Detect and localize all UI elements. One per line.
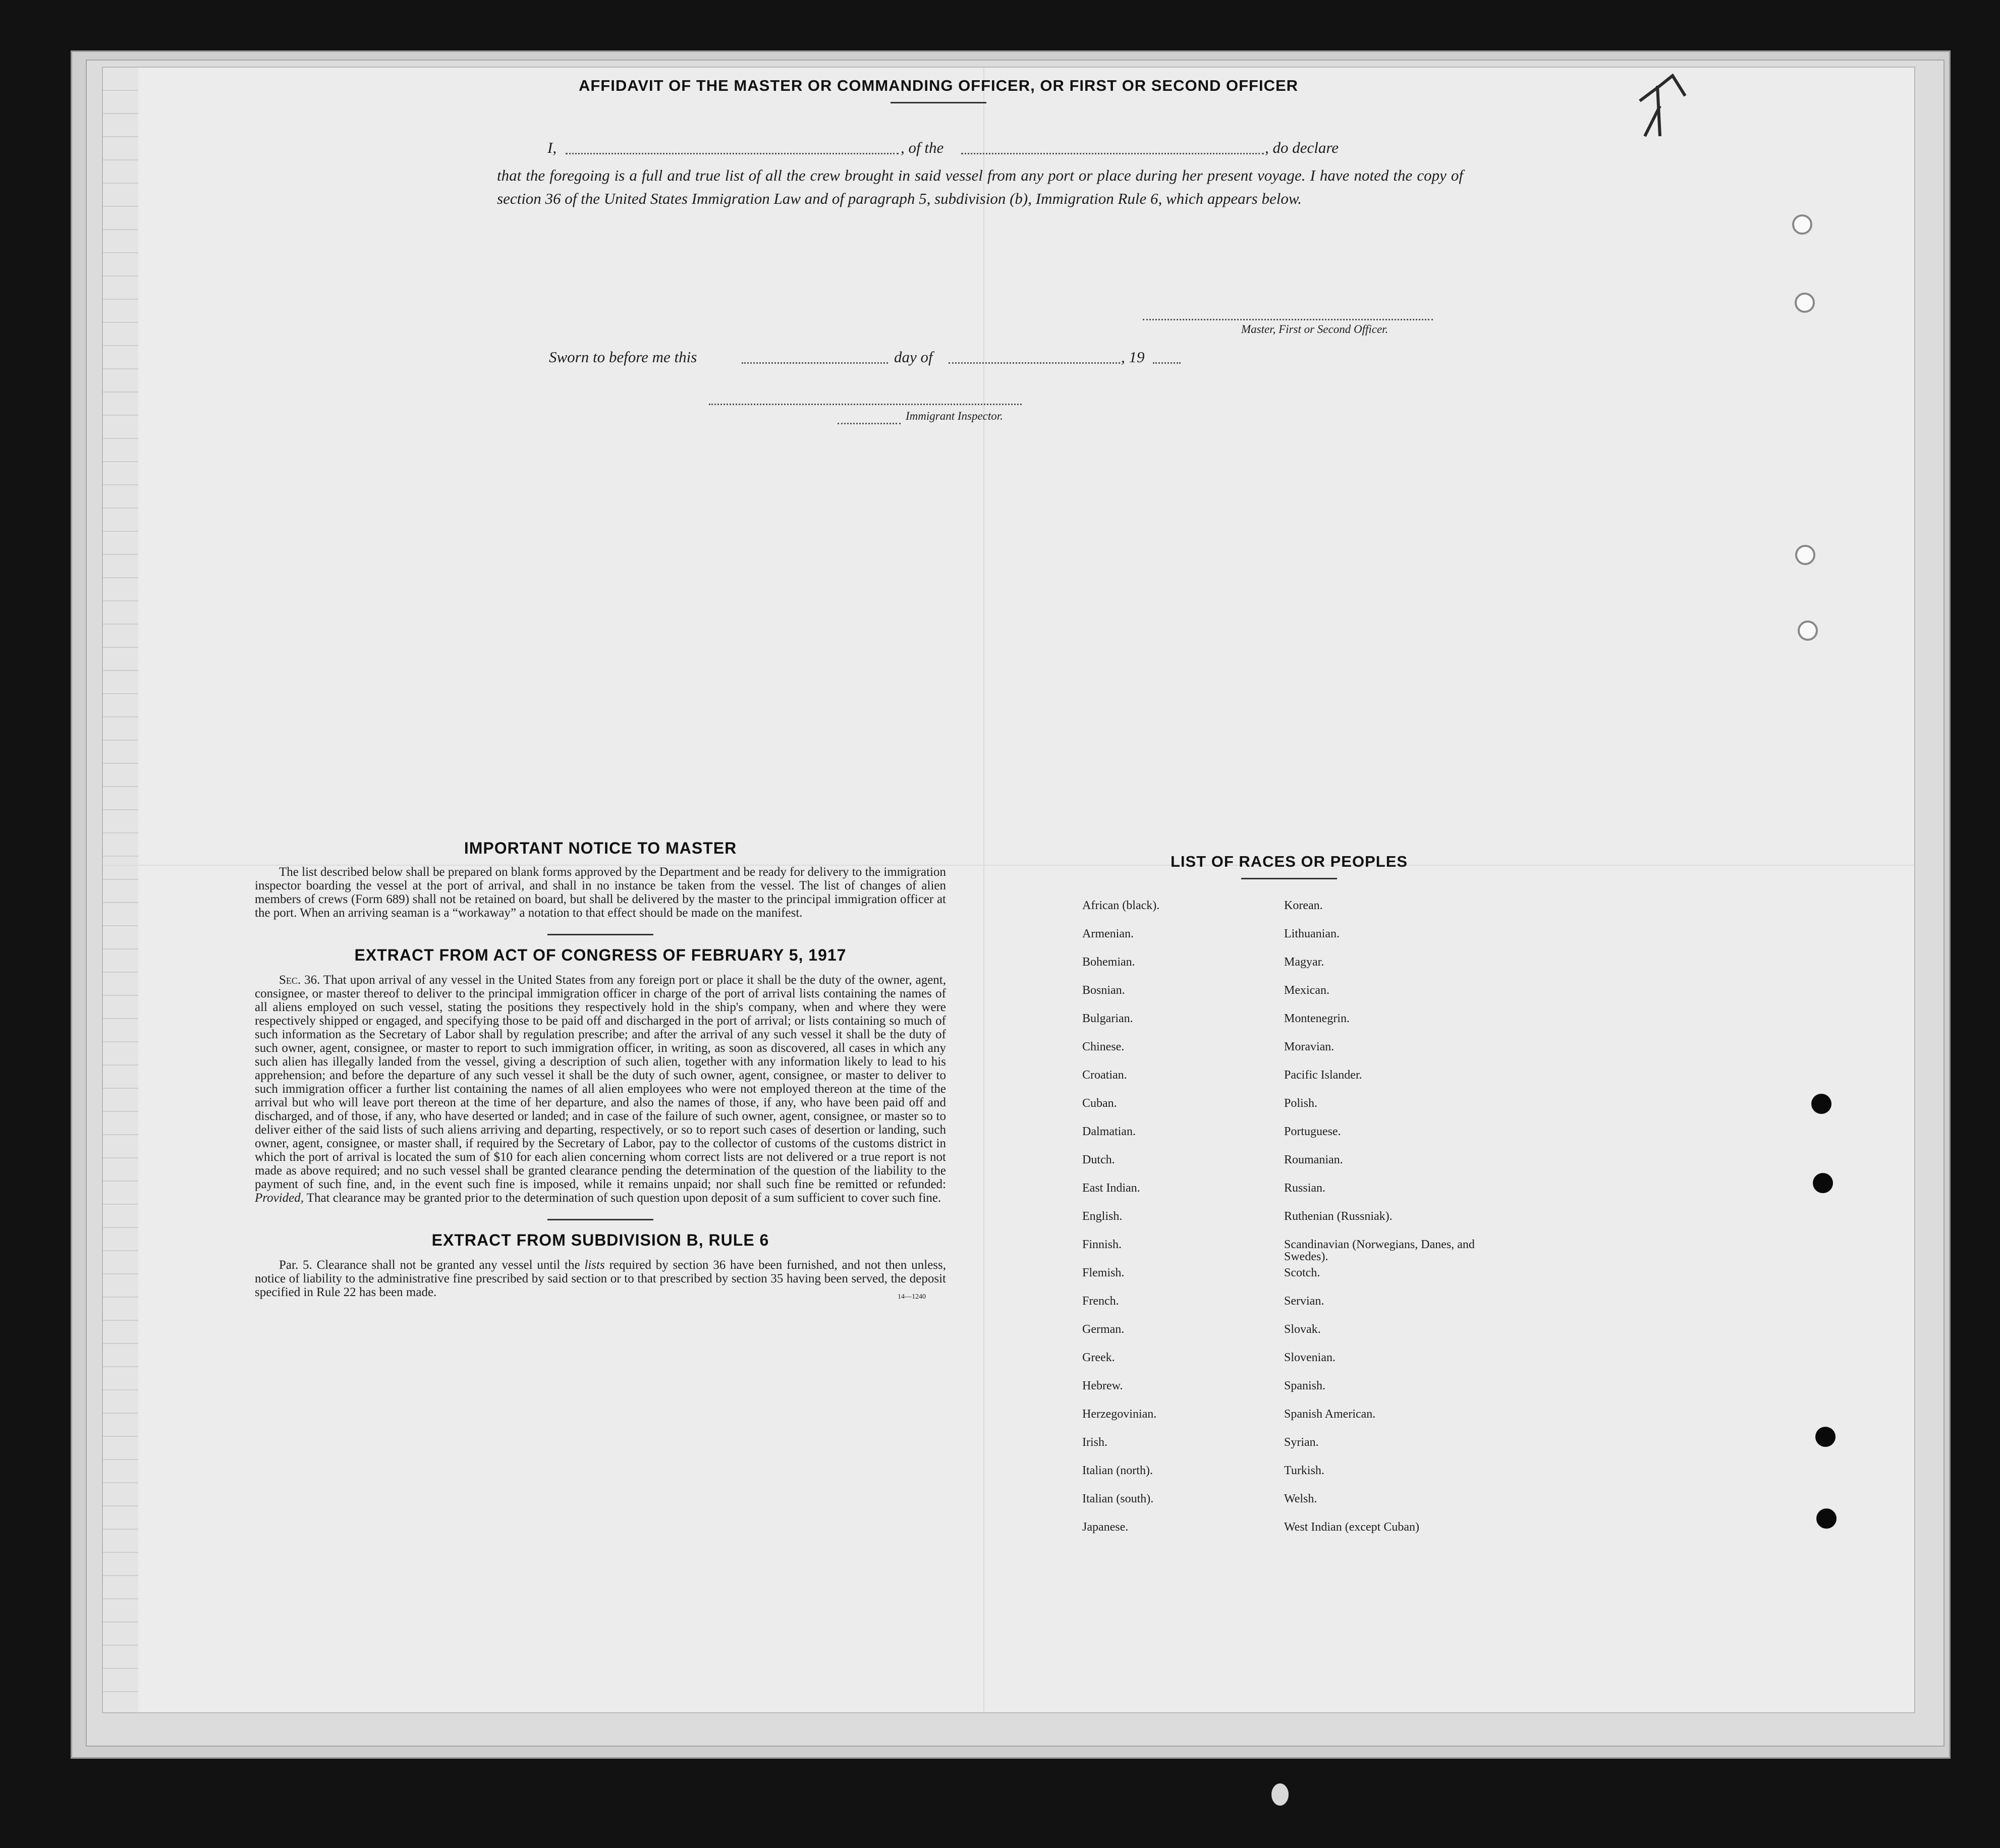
section-label: Sec. 36.: [279, 973, 320, 987]
races-list: [1082, 894, 1496, 1544]
race-item: Flemish.: [1082, 1266, 1125, 1279]
race-item: Polish.: [1284, 1097, 1318, 1110]
binder-hole: [1792, 214, 1812, 235]
race-item: Irish.: [1082, 1436, 1107, 1449]
sworn-day-field[interactable]: [742, 362, 888, 364]
binder-hole: [1798, 621, 1818, 641]
race-item: Chinese.: [1082, 1040, 1125, 1053]
race-item: African (black).: [1082, 899, 1160, 912]
race-item: Hebrew.: [1082, 1379, 1123, 1392]
form-number: 14—1240: [898, 1293, 926, 1301]
punch-hole: [1816, 1508, 1837, 1529]
ledger-edge: [103, 68, 138, 1712]
do-declare-label: , do declare: [1265, 139, 1339, 156]
rule-text: required by section 36 have been furnished, and not then unless, notice of liability to the administrative fine prescribed by said section or to that prescribed by section 35 having been served, the deposit specified in Rule 22 has been made.: [255, 1258, 946, 1299]
race-item: Korean.: [1284, 899, 1323, 912]
affidavit-section: [396, 77, 1481, 210]
race-item: East Indian.: [1082, 1182, 1140, 1195]
act-extract-title: EXTRACT FROM ACT OF CONGRESS OF FEBRUARY 5, 1917: [354, 946, 847, 964]
race-item: Turkish.: [1284, 1464, 1324, 1477]
section-rule-1: [547, 934, 653, 935]
day-of-label: day of: [894, 348, 933, 366]
races-column: [1082, 853, 1496, 1544]
sworn-year-field[interactable]: [1153, 362, 1181, 364]
title-rule: [891, 102, 986, 103]
race-item: Italian (north).: [1082, 1464, 1153, 1477]
race-item: Slovenian.: [1284, 1351, 1336, 1364]
affidavit-title: AFFIDAVIT OF THE MASTER OR COMMANDING OFFICER, OR FIRST OR SECOND OFFICER: [578, 77, 1299, 94]
fold-line-vertical: [983, 68, 984, 1712]
race-item: Syrian.: [1284, 1436, 1319, 1449]
declaration-line: [396, 134, 1481, 164]
sworn-prefix: Sworn to before me this: [549, 348, 697, 366]
race-item: Dutch.: [1082, 1153, 1115, 1166]
race-item: Dalmatian.: [1082, 1125, 1136, 1138]
race-item: Cuban.: [1082, 1097, 1117, 1110]
proviso-text: That clearance may be granted prior to the determination of such question upon deposit of a sum sufficient to cover such fine.: [306, 1191, 941, 1205]
race-item: French.: [1082, 1295, 1119, 1308]
race-item: Moravian.: [1284, 1040, 1335, 1053]
race-item: Greek.: [1082, 1351, 1115, 1364]
pencil-mark: [1630, 66, 1690, 146]
rule-extract-title: EXTRACT FROM SUBDIVISION B, RULE 6: [431, 1231, 769, 1249]
race-item: Croatian.: [1082, 1069, 1127, 1082]
race-item: Italian (south).: [1082, 1492, 1154, 1505]
race-item: West Indian (except Cuban): [1284, 1521, 1419, 1534]
race-item: Armenian.: [1082, 927, 1134, 940]
binder-hole: [1795, 545, 1815, 565]
notice-column: [255, 839, 947, 1318]
sworn-line: [549, 348, 697, 366]
act-extract: [255, 948, 946, 1205]
race-item: Servian.: [1284, 1295, 1324, 1308]
inspector-lead-dots: [838, 423, 901, 424]
affidavit-body: that the foregoing is a full and true list of all the crew brought in said vessel from any port or place during her present voyage. I have noted the copy of section 36 of the United States Immigration Law and of paragraph 5, subdivision (b), Immigration Rule 6, which appears below.: [497, 166, 1463, 207]
race-item: Slovak.: [1284, 1323, 1321, 1336]
race-item: Scandinavian (Norwegians, Danes, and Swedes).: [1284, 1238, 1475, 1263]
race-item: Welsh.: [1284, 1492, 1317, 1505]
of-the-label: , of the: [901, 139, 944, 156]
vessel-name-field[interactable]: [961, 153, 1264, 154]
race-item: Finnish.: [1082, 1238, 1122, 1251]
race-item: Roumanian.: [1284, 1153, 1343, 1166]
race-item: Scotch.: [1284, 1266, 1320, 1279]
notice-title: IMPORTANT NOTICE TO MASTER: [464, 839, 737, 857]
punch-hole: [1813, 1173, 1833, 1193]
race-item: Spanish.: [1284, 1379, 1326, 1392]
races-title-rule: [1241, 878, 1337, 879]
master-signature-line[interactable]: [1143, 319, 1433, 320]
year-prefix: , 19: [1121, 348, 1145, 366]
inspector-signature-line[interactable]: [709, 404, 1022, 405]
race-item: Bohemian.: [1082, 956, 1135, 969]
punch-hole: [1815, 1427, 1836, 1447]
race-item: Lithuanian.: [1284, 927, 1340, 940]
race-item: Herzegovinian.: [1082, 1408, 1157, 1421]
race-item: Magyar.: [1284, 956, 1324, 969]
declarant-name-field[interactable]: [566, 153, 899, 154]
inspector-signature-caption: Immigrant Inspector.: [906, 410, 1003, 422]
act-extract-body: [255, 973, 946, 1205]
binder-hole: [1795, 293, 1815, 313]
race-item: Portuguese.: [1284, 1125, 1341, 1138]
race-item: German.: [1082, 1323, 1125, 1336]
master-signature-caption: Master, First or Second Officer.: [1241, 323, 1388, 335]
punch-hole: [1811, 1094, 1831, 1114]
rule-extract: [255, 1231, 946, 1304]
rule-lead: Par. 5. Clearance shall not be granted any vessel until the: [279, 1258, 580, 1272]
race-item: English.: [1082, 1210, 1123, 1223]
race-item: Bulgarian.: [1082, 1012, 1133, 1025]
sworn-month-field[interactable]: [949, 362, 1120, 364]
bottom-hole: [1271, 1783, 1289, 1806]
section-36-text: That upon arrival of any vessel in the United States from any foreign port or place it shall be the duty of the owner, agent, consignee, or master thereof to deliver to the principal immigration officer in charge of the port of arrival lists containing the names of all aliens employed on such vessel, stating the positions they respectively hold in the ship's company, when and where they were respectively shipped or engaged, and specifying those to be paid off and discharged in the port of arrival; or lists containing so much of such information as the Secretary of Labor shall by regulation prescribe; and after the arrival of any such vessel it shall be the duty of such owner, agent, consignee, or master to report to such immigration officer, in writing, as soon as discovered, all cases in which any such alien has illegally landed from the vessel, giving a description of such alien, together with any information likely to lead to his apprehension; and before the departure of any such vessel it shall be the duty of such owner, agent, consignee, or master to deliver to such immigration officer a further list containing the names of all alien employees who were not employed thereon at the time of the arrival but who will leave port thereon at the time of her departure, and also the names of those, if any, who have been paid off and discharged, and of those, if any, who have deserted or landed; and in case of the failure of such owner, agent, consignee, or master so to deliver either of the said lists of such aliens arriving and departing, respectively, or so to report such cases of desertion or landing, such owner, agent, consignee, or master shall, if required by the Secretary of Labor, pay to the collector of customs of the customs district in which the port of arrival is located the sum of $10 for each alien concerning whom correct lists are not delivered or a true report is not made as above required; and no such vessel shall be granted clearance pending the determination of the question of the liability to the payment of such fine, and, in the event such fine is imposed, while it remains unpaid; nor shall such fine be remitted or refunded:: [255, 973, 947, 1191]
important-notice: [255, 839, 946, 920]
notice-body: The list described below shall be prepared on blank forms approved by the Department and be ready for delivery to the immigration inspector boarding the vessel at the port of arrival, and shall in no instance be taken from the vessel. The list of changes of alien members of crews (Form 689) shall not be retained on board, but shall be delivered by the master to the principal immigration officer at the port. When an arriving seaman is a “workaway” a notation to that effect should be made on the manifest.: [255, 865, 946, 920]
race-item: Montenegrin.: [1284, 1012, 1350, 1025]
race-item: Ruthenian (Russniak).: [1284, 1210, 1393, 1223]
race-item: Pacific Islander.: [1284, 1069, 1362, 1082]
lists-word: lists: [584, 1258, 605, 1272]
race-item: Spanish American.: [1284, 1408, 1376, 1421]
section-rule-2: [547, 1219, 653, 1220]
races-title: LIST OF RACES OR PEOPLES: [1170, 853, 1408, 870]
race-item: Bosnian.: [1082, 984, 1125, 997]
race-item: Mexican.: [1284, 984, 1329, 997]
race-item: Russian.: [1284, 1182, 1326, 1195]
race-item: Japanese.: [1082, 1521, 1129, 1534]
proviso-word: Provided,: [255, 1191, 304, 1205]
declarant-label: I,: [547, 139, 557, 156]
